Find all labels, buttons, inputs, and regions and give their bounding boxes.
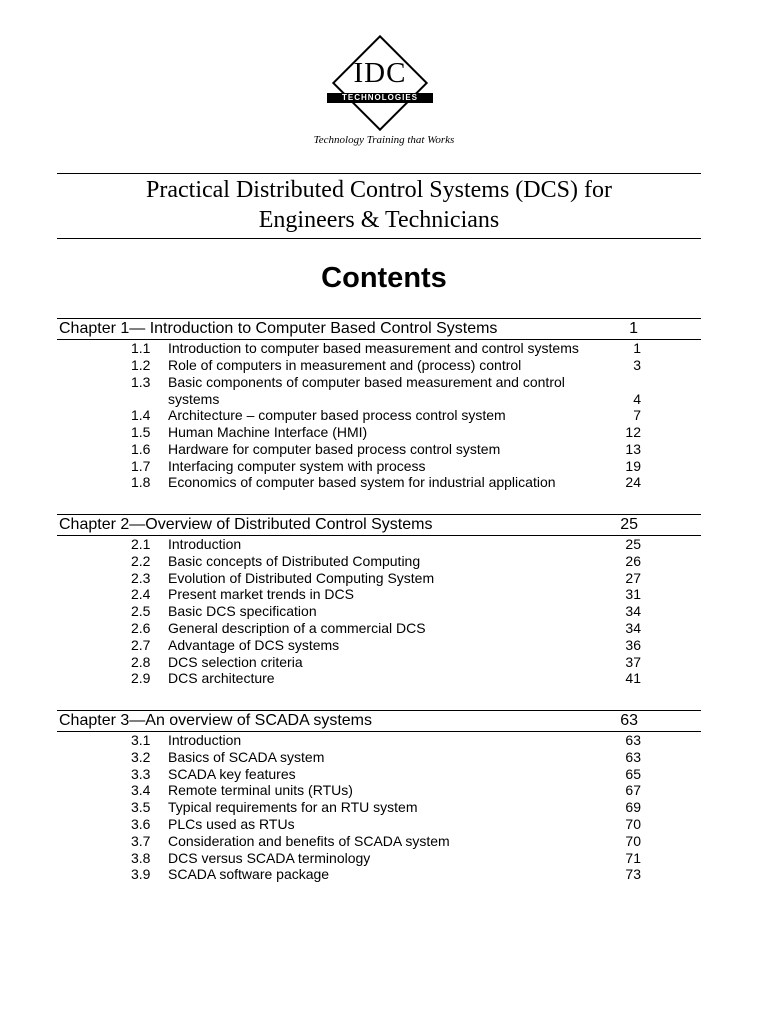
item-page: 26 [625, 552, 641, 569]
item-number: 3.4 [131, 782, 151, 799]
title-line-1: Practical Distributed Control Systems (DCS) for [146, 177, 612, 203]
item-number: 1.2 [131, 356, 151, 373]
toc-item [57, 732, 701, 749]
toc-item [57, 620, 701, 637]
item-number: 1.8 [131, 474, 151, 491]
toc-item [57, 850, 701, 867]
item-page: 63 [625, 748, 641, 765]
item-number: 2.7 [131, 636, 151, 653]
toc-item [57, 782, 701, 799]
chapter-title: Chapter 2—Overview of Distributed Control Systems [59, 516, 433, 533]
item-title: Basic concepts of Distributed Computing [168, 552, 421, 569]
item-title: Role of computers in measurement and (process) control [168, 356, 522, 373]
item-title: Advantage of DCS systems [168, 636, 340, 653]
item-title-line-2: systems [168, 390, 220, 407]
item-page: 70 [625, 815, 641, 832]
toc-item [57, 407, 701, 424]
item-number: 1.7 [131, 457, 151, 474]
item-number: 1.5 [131, 423, 151, 440]
item-number: 2.9 [131, 670, 151, 687]
toc-item [57, 833, 701, 850]
chapter-title: Chapter 1— Introduction to Computer Based Control Systems [59, 320, 498, 337]
item-page: 37 [625, 653, 641, 670]
item-title: DCS versus SCADA terminology [168, 849, 371, 866]
item-page: 13 [625, 440, 641, 457]
item-title: Introduction [168, 732, 242, 748]
toc-item [57, 340, 701, 357]
chapter-1 [57, 318, 701, 491]
item-page: 31 [625, 586, 641, 603]
item-title: Introduction [168, 536, 242, 552]
item-title: Architecture – computer based process control system [168, 407, 506, 424]
item-page: 70 [625, 832, 641, 849]
tagline: Technology Training that Works [313, 134, 455, 146]
item-number: 1.6 [131, 440, 151, 457]
item-title: General description of a commercial DCS [168, 619, 426, 636]
toc-item [57, 570, 701, 587]
item-number: 1.1 [131, 340, 151, 356]
item-page: 36 [625, 636, 641, 653]
item-number: 2.4 [131, 586, 151, 603]
item-page: 25 [625, 536, 641, 552]
toc-item [57, 603, 701, 620]
chapter-title: Chapter 3—An overview of SCADA systems [59, 712, 373, 729]
item-page: 3 [633, 356, 641, 373]
item-title: Economics of computer based system for industrial application [168, 474, 556, 491]
item-title: Hardware for computer based process control system [168, 440, 501, 457]
toc-item [57, 357, 701, 374]
toc-item [57, 670, 701, 687]
document-title [57, 175, 701, 235]
item-title: Present market trends in DCS [168, 586, 354, 603]
item-number: 1.3 [131, 373, 151, 390]
logo-letters: IDC [353, 57, 407, 89]
item-number: 2.3 [131, 569, 151, 586]
item-title: Remote terminal units (RTUs) [168, 782, 353, 799]
contents-heading: Contents [321, 262, 447, 294]
toc-item [57, 458, 701, 475]
item-number: 3.3 [131, 765, 151, 782]
toc-item [57, 866, 701, 883]
chapter-heading [57, 710, 701, 732]
item-number: 3.6 [131, 815, 151, 832]
item-number: 3.1 [131, 732, 151, 748]
chapter-heading [57, 514, 701, 536]
item-page: 41 [625, 670, 641, 687]
toc-item [57, 799, 701, 816]
item-page: 1 [633, 340, 641, 356]
item-page: 63 [625, 732, 641, 748]
item-number: 3.2 [131, 748, 151, 765]
title-rule-top [57, 173, 701, 174]
item-page: 12 [625, 423, 641, 440]
item-page: 7 [633, 407, 641, 424]
toc-item [57, 749, 701, 766]
toc-item [57, 816, 701, 833]
item-number: 2.2 [131, 552, 151, 569]
item-title: Basic DCS specification [168, 603, 317, 620]
item-title: PLCs used as RTUs [168, 815, 295, 832]
item-page: 34 [625, 603, 641, 620]
item-title [168, 374, 628, 408]
chapter-page: 25 [620, 516, 638, 533]
item-number: 3.9 [131, 866, 151, 883]
item-page: 65 [625, 765, 641, 782]
chapter-3 [57, 710, 701, 883]
item-title: Human Machine Interface (HMI) [168, 423, 368, 440]
toc-item [57, 637, 701, 654]
toc-item [57, 586, 701, 603]
chapter-page: 1 [629, 320, 638, 337]
item-page: 34 [625, 619, 641, 636]
toc-item [57, 474, 701, 491]
item-page: 24 [625, 474, 641, 491]
item-number: 3.5 [131, 799, 151, 816]
item-page: 67 [625, 782, 641, 799]
toc-item [57, 441, 701, 458]
chapter-2 [57, 514, 701, 687]
item-title: Interfacing computer system with process [168, 457, 426, 474]
item-page: 69 [625, 799, 641, 816]
item-number: 2.1 [131, 536, 151, 552]
toc-item [57, 654, 701, 671]
item-title: Typical requirements for an RTU system [168, 799, 418, 816]
item-title: Consideration and benefits of SCADA system [168, 832, 450, 849]
item-number: 1.4 [131, 407, 151, 424]
toc-item [57, 424, 701, 441]
item-number: 2.6 [131, 619, 151, 636]
title-rule-bottom [57, 238, 701, 239]
toc-item [57, 766, 701, 783]
item-page: 19 [625, 457, 641, 474]
item-title: SCADA software package [168, 866, 330, 883]
item-page: 73 [625, 866, 641, 883]
item-page: 27 [625, 569, 641, 586]
toc-item [57, 553, 701, 570]
item-title: SCADA key features [168, 765, 296, 782]
item-title: Introduction to computer based measurement and control systems [168, 340, 579, 356]
logo-subtitle: TECHNOLOGIES [327, 93, 433, 103]
chapter-page: 63 [620, 712, 638, 729]
item-page: 4 [633, 390, 641, 407]
item-number: 3.7 [131, 832, 151, 849]
item-title: Basics of SCADA system [168, 748, 325, 765]
item-number: 3.8 [131, 849, 151, 866]
title-line-2: Engineers & Technicians [258, 207, 500, 233]
chapter-heading [57, 318, 701, 340]
item-page: 71 [625, 849, 641, 866]
item-title: Evolution of Distributed Computing System [168, 569, 435, 586]
item-title: DCS architecture [168, 670, 275, 687]
item-number: 2.5 [131, 603, 151, 620]
idc-logo [324, 36, 436, 132]
toc-item [57, 374, 701, 408]
item-title-line-1: Basic components of computer based measurement and control [168, 373, 565, 390]
toc-item [57, 536, 701, 553]
item-number: 2.8 [131, 653, 151, 670]
item-title: DCS selection criteria [168, 653, 303, 670]
